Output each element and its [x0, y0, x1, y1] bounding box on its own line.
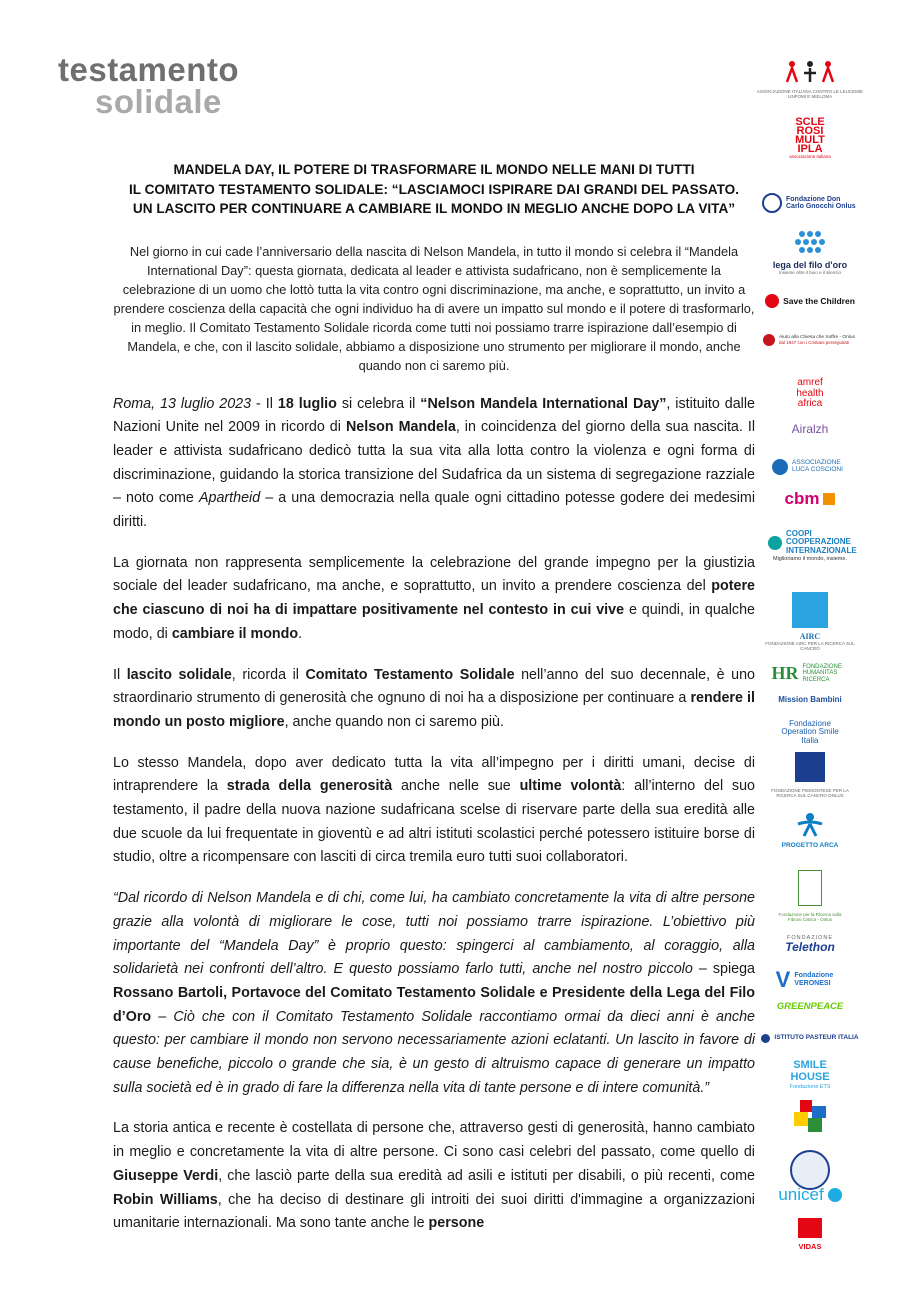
acs-title: Aiuto alla Chiesa che Soffre - Onlus — [779, 334, 855, 340]
round-seal-icon — [790, 1150, 830, 1190]
airc-title: AIRC — [799, 632, 821, 641]
p1-bold-name: Nelson Mandela — [345, 419, 456, 436]
coscioni-title: ASSOCIAZIONE LUCA COSCIONI — [792, 459, 843, 473]
acs-subtitle: dal 1947 con i Cristiani perseguitati — [779, 339, 850, 345]
partner-logo-amref — [755, 378, 865, 410]
ail-subtitle: ASSOCIAZIONE ITALIANA CONTRO LE LEUCEMIE LINFOMI E MIELOMA — [756, 89, 864, 99]
sclerosi-title: SCLE ROSI MULT IPLA — [795, 116, 825, 155]
partner-logo-acs — [755, 334, 865, 346]
p2-text-c: e quindi, in qualche modo, di — [113, 602, 755, 642]
greenpeace-title: GREENPEACE — [776, 1001, 844, 1012]
smile-title: Fondazione Operation Smile Italia — [781, 719, 839, 745]
smilehouse-title: SMILE HOUSE — [790, 1059, 830, 1083]
partner-logo-airalzh — [755, 423, 865, 436]
filodoro-subtitle: Insieme oltre il buio e il silenzio — [778, 270, 842, 276]
partner-logos-sidebar — [755, 60, 865, 1310]
partner-logo-save-the-children — [755, 294, 865, 308]
dateline: Roma, 13 luglio 2023 — [113, 395, 252, 412]
p6-text-c: , che lasciò parte della sua eredità ad asili e istituti per disabili, o più recenti, come — [218, 1167, 755, 1184]
p2-text-a: La giornata non rappresenta semplicemente la celebrazione del grande impegno per la giustizia sociale del leader sudafricano, ma anche, e soprattutto, un invito a prendere coscienza del — [113, 554, 755, 595]
partner-logo-progetto-arca — [755, 812, 865, 850]
pasteur-title: ISTITUTO PASTEUR ITALIA — [774, 1034, 859, 1042]
press-release-body — [113, 160, 755, 1236]
p3-text-e: , anche quando non ci saremo più. — [284, 713, 504, 730]
unicef-globe-icon — [828, 1188, 842, 1202]
airalzh-title: Airalzh — [791, 422, 829, 436]
p2-bold-1: potere che ciascuno di noi ha di impattare positivamente nel contesto in cui vive — [113, 578, 755, 619]
partner-logo-operation-smile — [755, 720, 865, 745]
p5-quote-1: “Dal ricordo di Nelson Mandela e di chi, come lui, ha cambiato concretamente la vita di altre persone grazie alla volontà di migliorare le cose, tutti noi possiamo trarre ispirazione. L’obiettivo più importante del “Mandela Day” è proprio questo: spingerci al cambiamento, al coraggio, alla solidarietà nei confronti dell’altro. E questo possiamo farlo tutti, anche nel nostro piccolo — [113, 890, 755, 978]
p2-text-d: . — [298, 625, 303, 642]
sclerosi-subtitle: associazione italiana — [789, 154, 831, 159]
p5-quote-2: Ciò che con il Comitato Testamento Solidale raccontiamo ormai da dieci anni è anche questo: per cambiare il mondo non servono necessariamente azioni eclatanti. Un lascito in favore di cause benefiche, piccolo o grande che sia, è un gesto di altruismo capace di generare un impatto sulla società ed è in grado di fare la differenza nella vita di tante persone e di intere comunità.” — [113, 1008, 755, 1096]
airc-subtitle: FONDAZIONE AIRC PER LA RICERCA SUL CANCRO — [765, 641, 855, 652]
partner-logo-mission-bambini — [755, 696, 865, 704]
partner-logo-humanitas — [755, 664, 865, 683]
coopi-title: COOPI COOPERAZIONE INTERNAZIONALE — [786, 529, 857, 555]
acs-cross-icon — [763, 334, 775, 346]
paragraph-2 — [113, 552, 755, 647]
humanitas-hr-icon: HR — [771, 663, 799, 683]
headline — [113, 160, 755, 219]
partner-logo-pasteur — [755, 1034, 865, 1043]
p5-text-c: – — [151, 1008, 174, 1025]
partner-logo-airc — [755, 592, 865, 652]
headline-line-1: MANDELA DAY, IL POTERE DI TRASFORMARE IL MONDO NELLE MANI DI TUTTI — [173, 162, 695, 177]
p1-text-c: si celebra il — [336, 395, 421, 412]
p3-text-a: Il — [113, 666, 127, 683]
p1-bold-day: “Nelson Mandela International Day” — [420, 395, 667, 412]
paragraph-6 — [113, 1117, 755, 1236]
savechildren-title: Save the Children — [783, 295, 855, 306]
partner-logo-veronesi — [755, 968, 865, 991]
p6-bold-3: persone — [428, 1215, 485, 1232]
partner-logo-lega-filo-oro — [755, 230, 865, 276]
filodoro-title: lega del filo d'oro — [772, 260, 848, 270]
p5-text-a: – spiega — [692, 961, 755, 978]
headline-line-2: IL COMITATO TESTAMENTO SOLIDALE: “LASCIAMOCI ISPIRARE DAI GRANDI DEL PASSATO. — [129, 181, 739, 197]
p4-text-c: anche nelle sue — [392, 778, 520, 795]
p1-text-f: – a una democrazia nella quale ogni cittadino potesse godere dei medesimi diritti. — [113, 490, 756, 531]
p4-bold-2: ultime volontà — [519, 778, 622, 795]
paragraph-1 — [113, 393, 755, 535]
p6-bold-2: Robin Williams — [113, 1191, 218, 1208]
cbm-title: cbm — [784, 489, 820, 508]
p3-bold-3: rendere il mondo un posto migliore — [113, 690, 755, 730]
coopi-tagline: Miglioriamo il mondo, insieme. — [773, 556, 847, 563]
pasteur-icon — [761, 1034, 770, 1043]
partner-logo-greenpeace — [755, 1002, 865, 1012]
p6-bold-1: Giuseppe Verdi — [113, 1167, 219, 1184]
partner-logo-unicef — [755, 1186, 865, 1204]
coopi-swirl-icon — [768, 536, 782, 550]
partner-logo-ffc — [755, 870, 865, 923]
vidas-emblem-icon — [798, 1218, 822, 1238]
partner-logo-luca-coscioni — [755, 459, 865, 475]
smilehouse-subtitle: Fondazione ETS — [789, 1084, 831, 1091]
partner-logo-smile-house — [755, 1060, 865, 1090]
gnocchi-title: Fondazione Don Carlo Gnocchi Onlus — [786, 195, 856, 210]
logo-line-2: solidale — [95, 83, 222, 120]
arca-figure-icon — [796, 812, 824, 838]
p4-bold-1: strada della generosità — [226, 778, 393, 795]
partner-logo-sclerosi-multipla — [755, 118, 865, 160]
paragraph-3 — [113, 664, 755, 735]
airc-square-icon — [792, 592, 828, 628]
p3-bold-2: Comitato Testamento Solidale — [305, 666, 515, 683]
headline-line-3: UN LASCITO PER CONTINUARE A CAMBIARE IL MONDO IN MEGLIO ANCHE DOPO LA VITA” — [132, 201, 736, 216]
p1-text-e: , in coincidenza del giorno della sua nascita. Il leader e attivista sudafricano dedicò tutta la sua vita alla lotta contro la violenza e ogni forma di discriminazione, guidando la storica transizione del Sudafrica da un sistema di segregazione razziale – noto come — [113, 419, 755, 507]
veronesi-title: Fondazione VERONESI — [794, 972, 834, 987]
fpo-emblem-icon — [795, 752, 825, 782]
testamento-solidale-logo — [58, 51, 240, 120]
p1-bold-date: 18 luglio — [277, 395, 337, 412]
paragraph-4 — [113, 752, 755, 871]
save-children-icon — [765, 294, 779, 308]
partner-logo-cbm — [755, 490, 865, 508]
arca-title: PROGETTO ARCA — [781, 842, 839, 849]
p3-text-c: , ricorda il — [231, 666, 306, 683]
ffc-subtitle: Fondazione per la Ricerca sulla Fibrosi Cistica - Onlus — [778, 912, 842, 922]
paragraph-5-quote — [113, 887, 755, 1100]
p2-bold-2: cambiare il mondo — [171, 625, 299, 642]
p1-text-d: , istituito dalle Nazioni Unite nel 2009 in ricordo di — [113, 395, 755, 436]
logo-line-1: testamento — [58, 51, 240, 88]
p3-text-d: nell’anno del suo decennale, è uno straordinario strumento di generosità che ognuno di noi ha a disposizione per continuare a — [113, 666, 755, 707]
p4-text-d: : all’interno del suo testamento, il padre della nuova nazione sudafricana scelse di riservare parte della sua eredità alle due scuole da lui frequentate in gioventù e ad altri istituti scolastici perché potessero istituire borse di studio, oltre a ricompensare con lasciti di circa tremila euro tutti suoi collaboratori. — [113, 778, 755, 866]
cbm-mark-icon — [823, 493, 835, 505]
partner-logo-fpo — [755, 752, 865, 799]
partner-logo-telethon — [755, 934, 865, 954]
telethon-title: Telethon — [785, 940, 835, 955]
p1-italic-apartheid: Apartheid — [198, 490, 261, 507]
fpo-subtitle: FONDAZIONE PIEMONTESE PER LA RICERCA SUL CANCRO ONLUS — [771, 788, 849, 798]
p6-text-a: La storia antica e recente è costellata di persone che, attraverso gesti di generosità, hanno cambiato in meglio e concretamente la vita di altre persone. Ci sono casi celebri del passato, come quello di — [113, 1120, 755, 1161]
p6-text-d: , che ha deciso di destinare gli introiti dei suoi diritti d'immagine a organizzazioni umanitarie internazionali. Ma sono tante anche le — [113, 1191, 755, 1232]
dots-cluster-icon — [792, 230, 828, 256]
people-figures-icon — [784, 60, 836, 84]
amref-title: amref health africa — [796, 377, 824, 409]
gnocchi-portrait-icon — [762, 193, 782, 213]
partner-logo-coopi — [755, 530, 865, 562]
p5-bold-speaker: Rossano Bartoli, Portavoce del Comitato Testamento Solidale e Presidente della Lega del Filo d’Oro — [113, 984, 755, 1025]
partner-logo-ail — [755, 60, 865, 100]
mission-title: Mission Bambini — [778, 695, 842, 704]
p1-text-a: - Il — [251, 395, 278, 412]
partner-logo-don-gnocchi — [755, 193, 865, 213]
colorful-emblem-icon — [790, 1100, 830, 1136]
unicef-title: unicef — [778, 1185, 824, 1204]
partner-logo-colorful-emblem — [755, 1100, 865, 1141]
ffc-emblem-icon — [798, 870, 822, 906]
intro-summary: Nel giorno in cui cade l’anniversario della nascita di Nelson Mandela, in tutto il mondo si celebra il “Mandela International Day”: questa giornata, dedicata al leader e attivista sudafricano, non è semplicemente la celebrazione di un uomo che lottò tutta la vita contro ogni discriminazione, ma anche, e soprattutto, un invito a prendere coscienza della capacità che ogni individuo ha di avere un impatto sul mondo e il potere di trasformarlo, in meglio. Il Comitato Testamento Solidale ricorda come tutti noi possiamo trarre ispirazione dall’esempio di Mandela, e che, con il lascito solidale, abbiamo a disposizione uno strumento per migliorare il mondo, anche quando non ci saremo più. — [113, 243, 755, 373]
vidas-title: VIDAS — [798, 1242, 822, 1251]
coscioni-circle-icon — [772, 459, 788, 475]
p4-text-a: Lo stesso Mandela, dopo aver dedicato tutta la vita all’impegno per i diritti umani, decise di intraprendere la — [113, 754, 755, 795]
partner-logo-vidas — [755, 1218, 865, 1251]
humanitas-title: FONDAZIONE HUMANITAS RICERCA — [802, 664, 842, 683]
p3-bold-1: lascito solidale — [126, 666, 232, 683]
veronesi-v-icon: V — [775, 967, 791, 992]
telethon-prefix: FONDAZIONE — [786, 935, 834, 941]
